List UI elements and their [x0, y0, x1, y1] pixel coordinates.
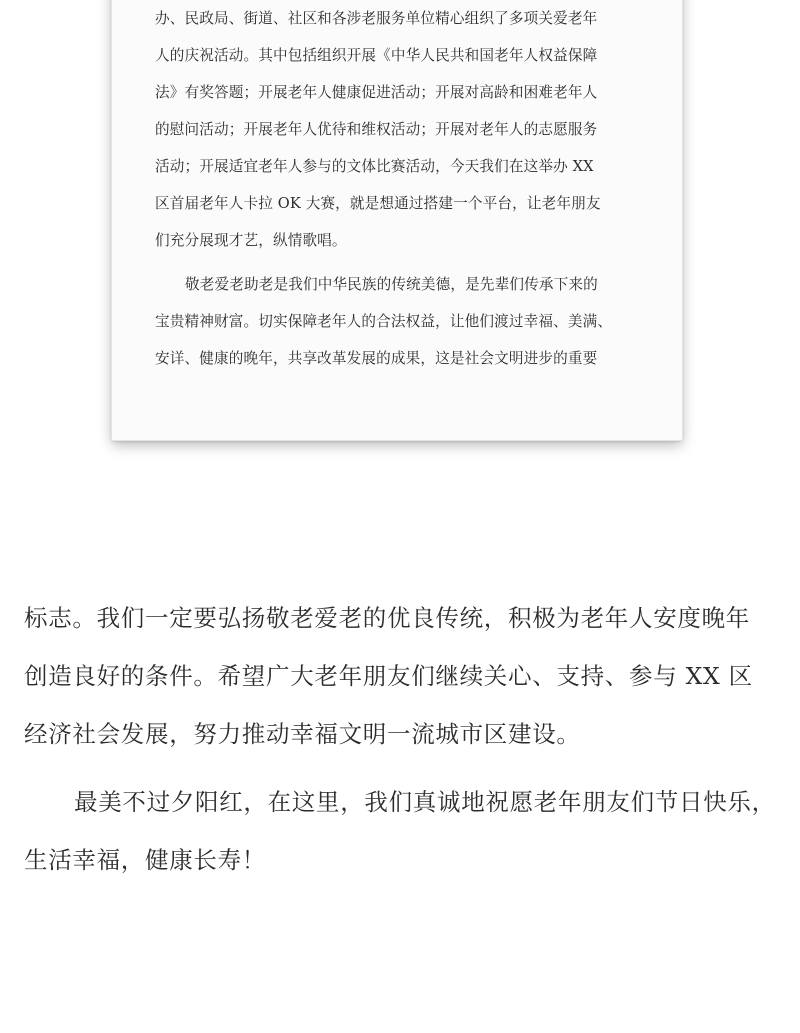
- paragraph-line: 创造良好的条件。希望广大老年朋友们继续关心、支持、参与 XX 区: [24, 662, 753, 690]
- paragraph-line: 办、民政局、街道、社区和各涉老服务单位精心组织了多项关爱老年: [155, 10, 598, 27]
- paragraph-line: 宝贵精神财富。切实保障老年人的合法权益，让他们渡过幸福、美满、: [155, 313, 613, 330]
- paragraph-line: 敬老爱老助老是我们中华民族的传统美德，是先辈们传承下来的: [185, 276, 598, 293]
- paragraph-line: 的慰问活动；开展老年人优待和维权活动；开展对老年人的志愿服务: [155, 121, 598, 138]
- paragraph-line: 安详、健康的晚年，共享改革发展的成果，这是社会文明进步的重要: [155, 350, 598, 367]
- paragraph-line: 经济社会发展，努力推动幸福文明一流城市区建设。: [24, 720, 581, 748]
- paragraph-line: 区首届老年人卡拉 OK 大赛，就是想通过搭建一个平台，让老年朋友: [155, 195, 601, 212]
- paragraph-line: 人的庆祝活动。其中包括组织开展《中华人民共和国老年人权益保障: [155, 47, 598, 64]
- paragraph-line: 最美不过夕阳红，在这里，我们真诚地祝愿老年朋友们节日快乐，: [74, 788, 776, 816]
- paragraph-line: 生活幸福，健康长寿！: [24, 846, 266, 874]
- paragraph-line: 活动；开展适宜老年人参与的文体比赛活动，今天我们在这举办 XX: [155, 158, 594, 175]
- document-page-preview: [112, 0, 682, 440]
- paragraph-line: 们充分展现才艺，纵情歌唱。: [155, 232, 347, 249]
- paragraph-line: 法》有奖答题；开展老年人健康促进活动；开展对高龄和困难老年人: [155, 84, 598, 101]
- paragraph-line: 标志。我们一定要弘扬敬老爱老的优良传统，积极为老年人安度晚年: [24, 604, 750, 632]
